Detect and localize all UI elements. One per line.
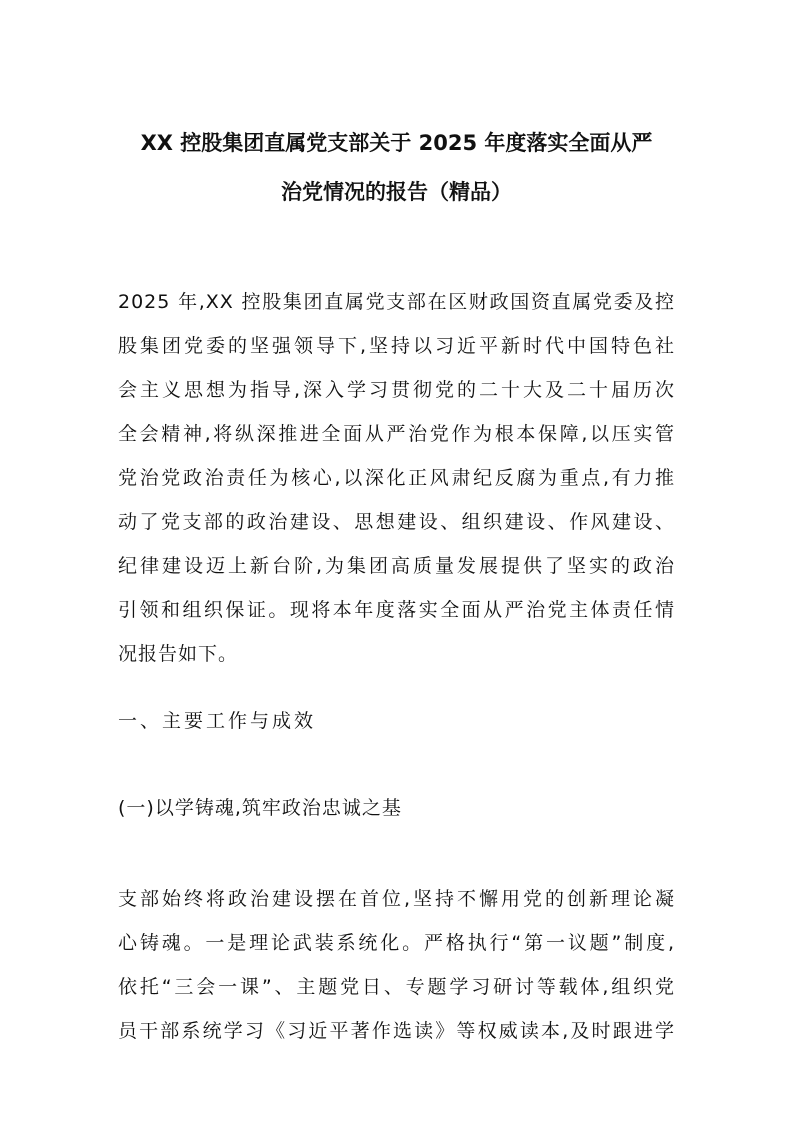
text-line: 况报告如下。	[118, 643, 239, 665]
text-line: 纪律建设迈上新台阶,为集团高质量发展提供了坚实的政治	[118, 555, 675, 577]
text-line: 员干部系统学习《习近平著作选读》等权威读本,及时跟进学	[118, 1020, 675, 1042]
section-heading: 一、主要工作与成效	[118, 710, 317, 732]
text-line: 心铸魂。一是理论武装系统化。严格执行“第一议题”制度,	[118, 932, 675, 954]
text-line: 引领和组织保证。现将本年度落实全面从严治党主体责任情	[118, 599, 675, 621]
document-title-line-1: XX 控股集团直属党支部关于 2025 年度落实全面从严	[140, 131, 653, 155]
text-line: 支部始终将政治建设摆在首位,坚持不懈用党的创新理论凝	[118, 888, 675, 910]
text-line: 会主义思想为指导,深入学习贯彻党的二十大及二十届历次	[118, 379, 675, 401]
text-line: 股集团党委的坚强领导下,坚持以习近平新时代中国特色社	[118, 335, 675, 357]
text-line: 动了党支部的政治建设、思想建设、组织建设、作风建设、	[118, 511, 675, 533]
text-line: 全会精神,将纵深推进全面从严治党作为根本保障,以压实管	[118, 423, 675, 445]
document-title-line-2: 治党情况的报告（精品）	[281, 180, 512, 204]
text-line: 依托“三会一课”、主题党日、专题学习研讨等载体,组织党	[118, 976, 675, 998]
text-line: 党治党政治责任为核心,以深化正风肃纪反腐为重点,有力推	[118, 467, 675, 489]
subsection-heading: (一)以学铸魂,筑牢政治忠诚之基	[118, 797, 402, 819]
text-line: 2025 年,XX 控股集团直属党支部在区财政国资直属党委及控	[118, 291, 675, 313]
